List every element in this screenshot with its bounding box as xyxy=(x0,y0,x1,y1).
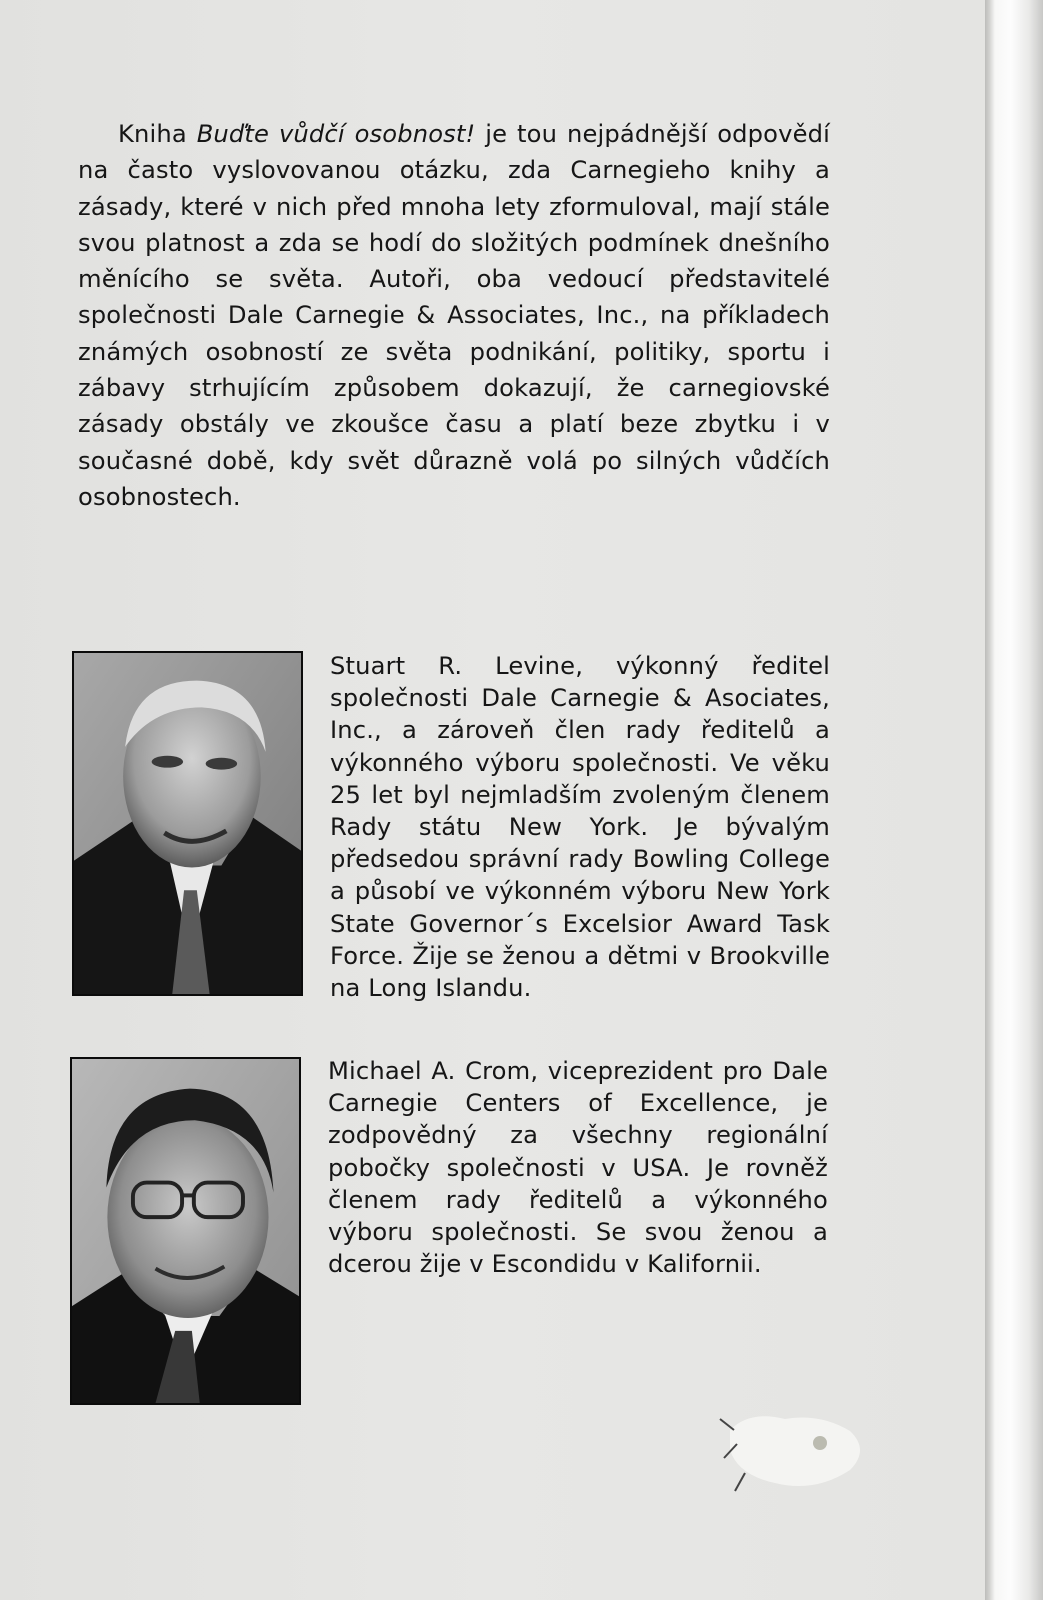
author-photo-crom xyxy=(70,1057,301,1405)
author-photo-levine xyxy=(72,651,303,996)
portrait-image xyxy=(74,653,301,994)
blurb-text: je tou nejpádnější odpovědí na často vyslovovanou otázku, zda Carnegieho knihy a zásady, které v nich před mnoha lety zformuloval, mají stále svou platnost a zda se hodí do složitých podmínek dnešního měnícího se světa. Autoři, oba vedoucí představitelé společnosti Dale Carnegie & Associates, Inc., na příkladech známých osobností ze světa podnikání, politiky, sportu i zábavy strhujícím způsobem dokazují, že carnegiovské zásady obstály ve zkoušce času a platí beze zbytku i v současné době, kdy svět důrazně volá po silných vůdčích osobnostech. xyxy=(78,120,830,511)
book-blurb xyxy=(78,116,830,515)
wear-mark-image xyxy=(700,1395,880,1505)
author-bio-crom: Michael A. Crom, viceprezident pro Dale Carnegie Centers of Excellence, je zodpovědný za všechny regionální pobočky společnosti v USA. Je rovněž členem rady ředitelů a výkonného výboru společnosti. Se svou ženou a dcerou žije v Escondidu v Kalifornii. xyxy=(328,1057,828,1279)
cover-damage-mark xyxy=(700,1395,880,1505)
book-spine-edge xyxy=(985,0,1043,1600)
portrait-image xyxy=(72,1059,299,1403)
blurb-intro: Kniha xyxy=(118,120,197,148)
author-bio-levine: Stuart R. Levine, výkonný ředitel společnosti Dale Carnegie & Asociates, Inc., a zároveň člen rady ředitelů a výkonného výboru společnosti. Ve věku 25 let byl nejmladším zvoleným členem Rady státu New York. Je bývalým předsedou správní rady Bowling College a působí ve výkonném výboru New York State Governor´s Excelsior Award Task Force. Žije se ženou a dětmi v Brookville na Long Islandu. xyxy=(330,652,830,1003)
book-title: Buďte vůdčí osobnost! xyxy=(196,120,476,148)
